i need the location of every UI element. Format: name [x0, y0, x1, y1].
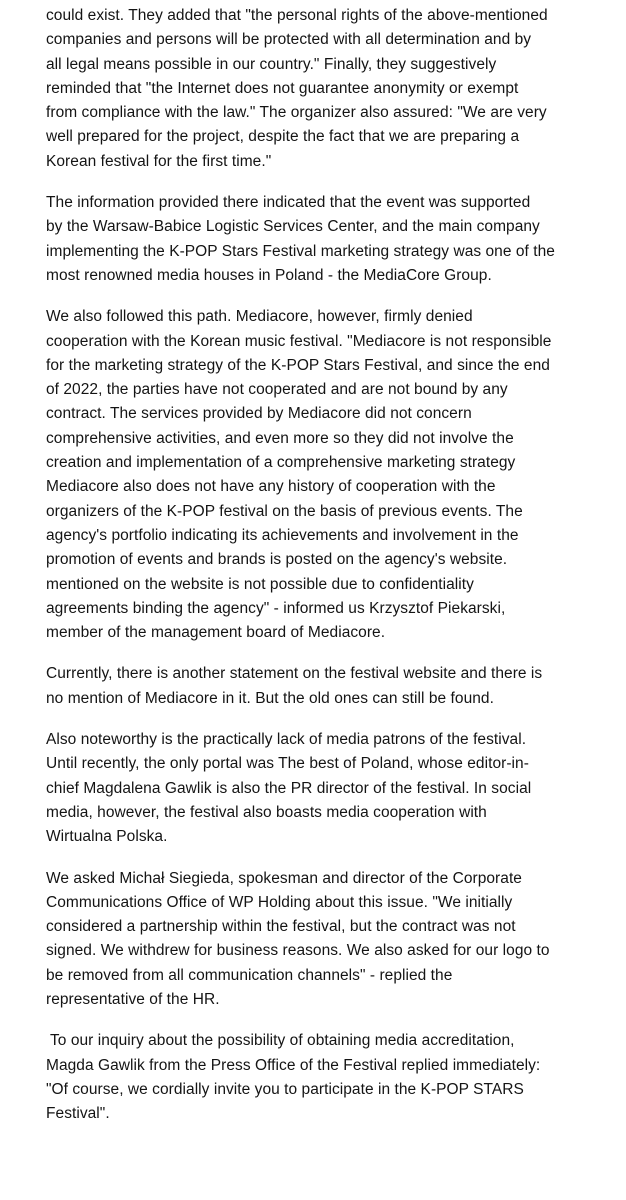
text-line: Currently, there is another statement on the festival website and there is: [46, 665, 543, 683]
text-line: most renowned media houses in Poland - the MediaCore Group.: [46, 266, 492, 284]
text-line: comprehensive activities, and even more so they did not involve the: [46, 429, 514, 447]
text-line: well prepared for the project, despite the fact that we are preparing a: [46, 128, 520, 146]
text-line: media, however, the festival also boasts media cooperation with: [46, 803, 487, 821]
text-line: Magda Gawlik from the Press Office of the Festival replied immediately:: [46, 1056, 541, 1074]
paragraph-4: [46, 662, 614, 711]
text-line: from compliance with the law." The organizer also assured: "We are very: [46, 104, 547, 122]
text-line: reminded that "the Internet does not guarantee anonymity or exempt: [46, 79, 519, 97]
text-line: chief Magdalena Gawlik is also the PR director of the festival. In social: [46, 779, 532, 797]
text-line: for the marketing strategy of the K-POP Stars Festival, and since the end: [46, 356, 550, 374]
text-line: be removed from all communication channels" - replied the: [46, 966, 453, 984]
text-line: To our inquiry about the possibility of obtaining media accreditation,: [50, 1032, 515, 1050]
text-line: Also noteworthy is the practically lack of media patrons of the festival.: [46, 731, 527, 749]
text-line: signed. We withdrew for business reasons. We also asked for our logo to: [46, 942, 550, 960]
text-line: considered a partnership within the festival, but the contract was not: [46, 918, 516, 936]
text-line: agency's portfolio indicating its achievements and involvement in the: [46, 526, 519, 544]
paragraph-3: [46, 305, 614, 645]
text-line: We asked Michał Siegieda, spokesman and director of the Corporate: [46, 869, 522, 887]
paragraph-spacer: [46, 1012, 614, 1029]
paragraph-spacer: [46, 645, 614, 662]
text-line: all legal means possible in our country." Finally, they suggestively: [46, 55, 497, 73]
paragraph-spacer: [46, 711, 614, 728]
text-line: Wirtualna Polska.: [46, 828, 168, 846]
text-line: member of the management board of Mediacore.: [46, 624, 386, 642]
text-line: We also followed this path. Mediacore, however, firmly denied: [46, 308, 473, 326]
text-line: "Of course, we cordially invite you to participate in the K-POP STARS: [46, 1080, 524, 1098]
text-line: no mention of Mediacore in it. But the old ones can still be found.: [46, 689, 494, 707]
text-line: organizers of the K-POP festival on the basis of previous events. The: [46, 502, 523, 520]
text-line: could exist. They added that "the personal rights of the above-mentioned: [46, 7, 548, 24]
text-line: of 2022, the parties have not cooperated and are not bound by any: [46, 381, 508, 399]
text-line: Mediacore also does not have any history of cooperation with the: [46, 478, 496, 496]
paragraph-6: [46, 867, 614, 1013]
paragraph-5: [46, 728, 614, 849]
text-line: promotion of events and brands is posted on the agency's website.: [46, 551, 508, 569]
text-line: representative of the HR.: [46, 990, 220, 1008]
text-line: agreements binding the agency" - informed us Krzysztof Piekarski,: [46, 599, 506, 617]
text-line: Communications Office of WP Holding about this issue. "We initially: [46, 893, 513, 911]
text-line: mentioned on the website is not possible due to confidentiality: [46, 575, 474, 593]
text-line: Korean festival for the first time.": [46, 152, 272, 170]
paragraph-spacer: [46, 288, 614, 305]
text-line: by the Warsaw-Babice Logistic Services Center, and the main company: [46, 218, 540, 236]
text-line: cooperation with the Korean music festival. "Mediacore is not responsible: [46, 332, 552, 350]
text-line: implementing the K-POP Stars Festival marketing strategy was one of the: [46, 242, 555, 260]
text-line: companies and persons will be protected with all determination and by: [46, 31, 532, 49]
text-line: creation and implementation of a comprehensive marketing strategy: [46, 454, 516, 472]
paragraph-spacer: [46, 850, 614, 867]
paragraph-1: [46, 0, 614, 174]
paragraph-spacer: [46, 174, 614, 191]
text-line: contract. The services provided by Mediacore did not concern: [46, 405, 472, 423]
text-line: Until recently, the only portal was The best of Poland, whose editor-in-: [46, 755, 529, 773]
paragraph-7: [46, 1029, 614, 1126]
text-line: Festival".: [46, 1105, 110, 1123]
paragraph-2: [46, 191, 614, 288]
text-line: The information provided there indicated that the event was supported: [46, 194, 531, 212]
